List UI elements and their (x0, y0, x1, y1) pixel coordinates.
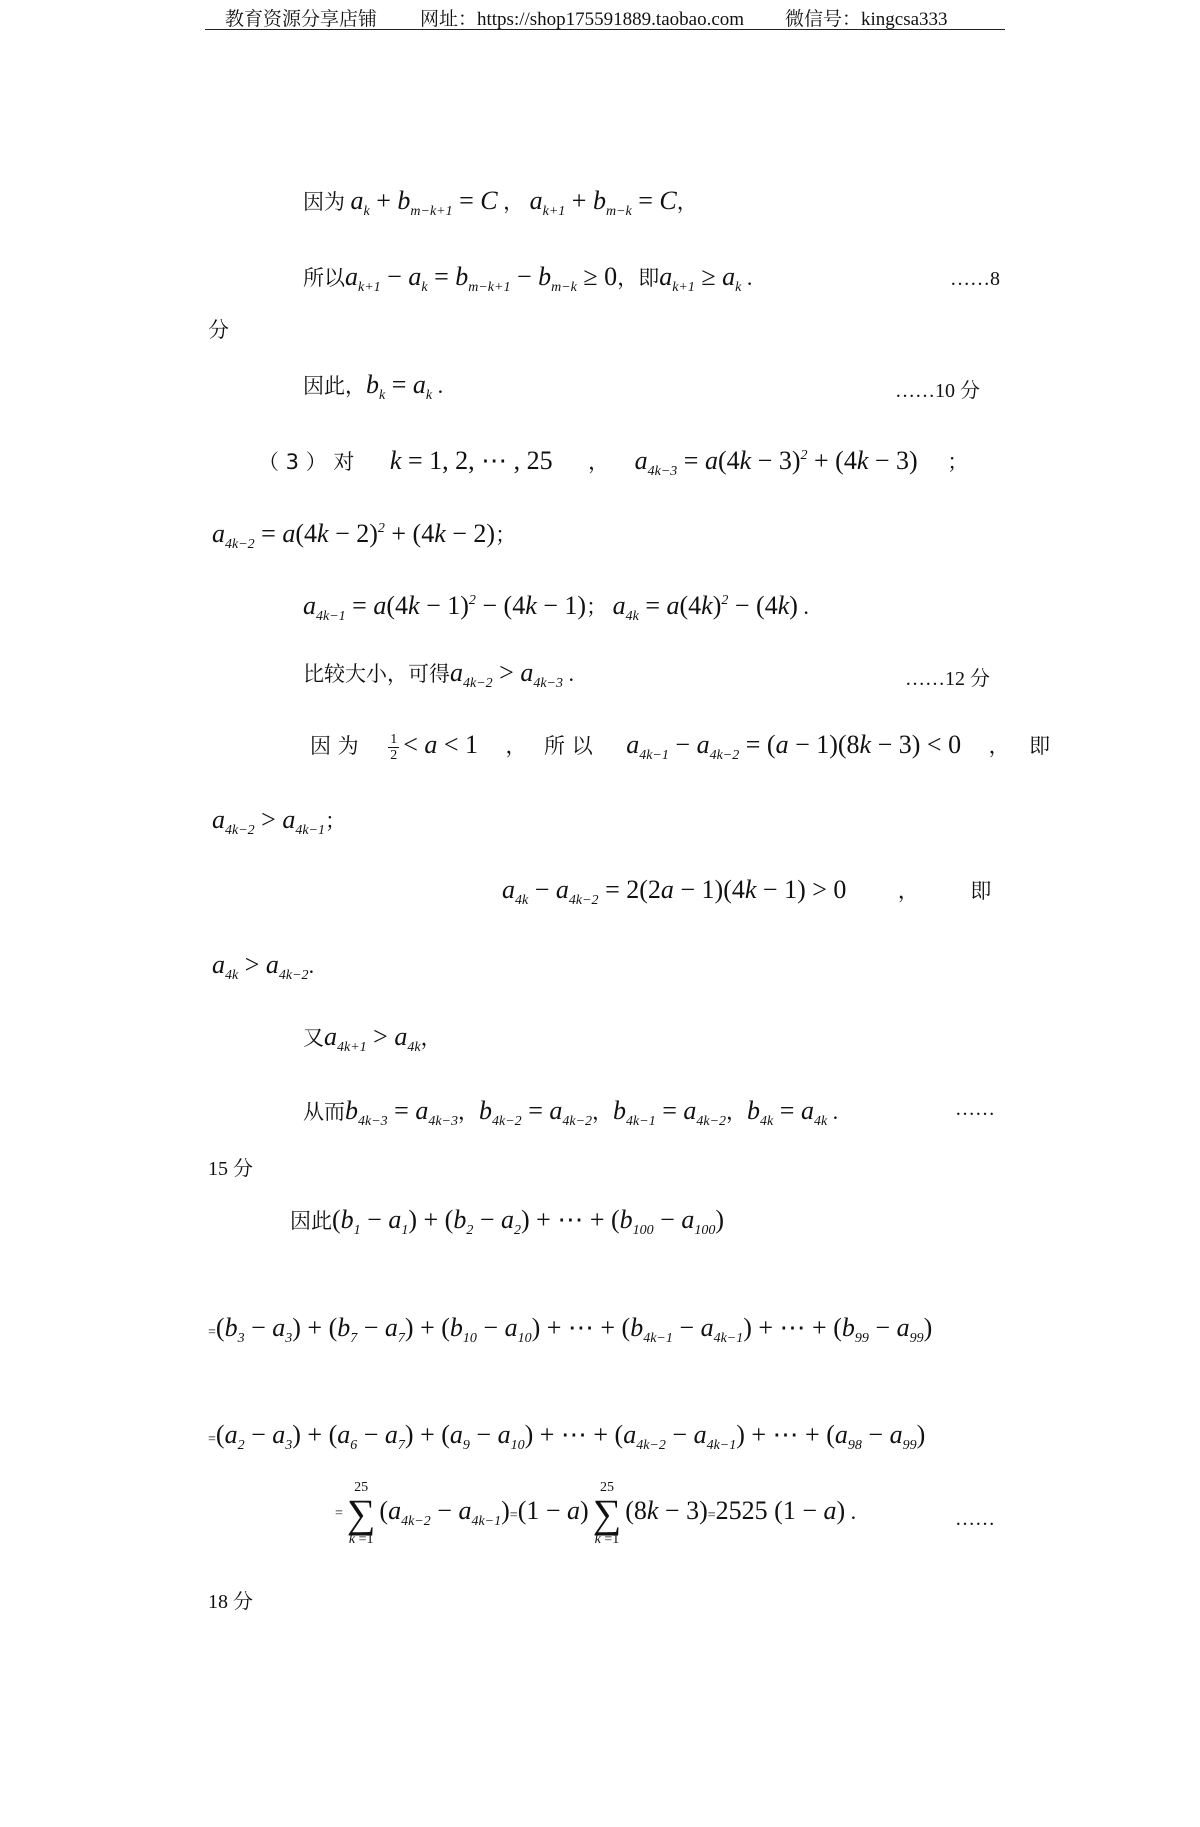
line-9: $a_{4k-2} > a_{4k-1}$； (212, 805, 347, 838)
score-15-dots: …… (955, 1098, 995, 1120)
line-17: = 25 ∑ k =1 $(a_{4k-2} - a_{4k-1})=(1 - a)$ 25 ∑ k =1 (8k − 3)=2525 (1 − a) . (335, 1480, 857, 1547)
line-1: 因为 $a_k + b_{m-k+1} = C$ ， $a_{k+1} + b_{m-k} = C$， (303, 186, 698, 219)
line-16: $=(a_2 - a_3) + (a_6 - a_7) + (a_9 - a_{10})$ + ⋯ + $(a_{4k-2} - a_{4k-1})$ + ⋯ + $(a_{98} - a_{99})$ (208, 1420, 926, 1453)
line-3: 因此，$b_k = a_k$ . (303, 370, 444, 403)
line-10: $a_{4k} - a_{4k-2} = 2(2a - 1)(4k - 1) > 0$ ， 即 (502, 875, 992, 908)
page-header (205, 2, 1005, 30)
line-15: $=(b_3 - a_3) + (b_7 - a_7) + (b_{10} - a_{10})$ + ⋯ + $(b_{4k-1} - a_{4k-1})$ + ⋯ + $(b_{99} - a_{99})$ (208, 1313, 933, 1346)
text-suoyi: 所以 (303, 266, 345, 290)
line-2: 所以$a_{k+1} - a_k = b_{m-k+1} - b_{m-k} \ge 0$，即$a_{k+1} \ge a_k$ . (303, 262, 753, 295)
text-bijiao: 比较大小，可得 (303, 662, 450, 686)
line-13: 从而$b_{4k-3} = a_{4k-3}$，$b_{4k-2} = a_{4k-2}$，$b_{4k-1} = a_{4k-2}$，$b_{4k} = a_{4k}$ . (303, 1096, 839, 1129)
line-8: 因 为 $\frac{1}{2} < a < 1$ ， 所 以 $a_{4k-1} - a_{4k-2} = (a - 1)(8k - 3) < 0$ ， 即 (310, 730, 1051, 764)
score-18-dots: …… (955, 1508, 995, 1530)
score-8: ……8 (950, 268, 1000, 290)
line-7: 比较大小，可得$a_{4k-2} > a_{4k-3}$ . (303, 658, 575, 691)
header-divider (205, 29, 1005, 30)
score-18: 18 分 (208, 1591, 253, 1613)
line-fen: 分 (208, 318, 229, 342)
line-14: 因此$(b_1 - a_1) + (b_2 - a_2)$ + ⋯ + $(b_{100} - a_{100})$ (290, 1205, 724, 1238)
text-you: 又 (303, 1026, 324, 1050)
header-wechat: 微信号：kingcsa333 (785, 9, 948, 30)
text-part3: （ 3 ） 对 (258, 450, 355, 474)
text-congershi: 从而 (303, 1100, 345, 1124)
score-15: 15 分 (208, 1158, 253, 1180)
line-part3: （ 3 ） 对 k = 1, 2, ⋯ , 25 ， $a_{4k-3} = a(4k - 3)^2 + (4k - 3)$ ； (258, 446, 969, 479)
text-yinwei: 因为 (303, 190, 345, 214)
text-yinci: 因此， (303, 374, 366, 398)
line-6: $a_{4k-1} = a(4k - 1)^2 - (4k - 1)$； $a_{4k} = a(4k)^2 - (4k)$ . (303, 591, 809, 624)
header-shop: 教育资源分享店铺 (225, 9, 378, 30)
line-12: 又$a_{4k+1} > a_{4k}$， (303, 1022, 442, 1055)
header-url[interactable]: 网址：https://shop175591889.taobao.com (420, 9, 745, 30)
text-ji: 即 (638, 266, 660, 290)
text-suoyi2: 所 以 (544, 734, 593, 758)
line-11: $a_{4k} > a_{4k-2}$. (212, 950, 315, 983)
score-10: ……10 分 (895, 380, 980, 402)
text-yinci2: 因此 (290, 1209, 332, 1233)
line-5: $a_{4k-2} = a(4k - 2)^2 + (4k - 2)$； (212, 519, 517, 552)
score-12: ……12 分 (905, 668, 990, 690)
text-yinwei2: 因 为 (310, 734, 359, 758)
